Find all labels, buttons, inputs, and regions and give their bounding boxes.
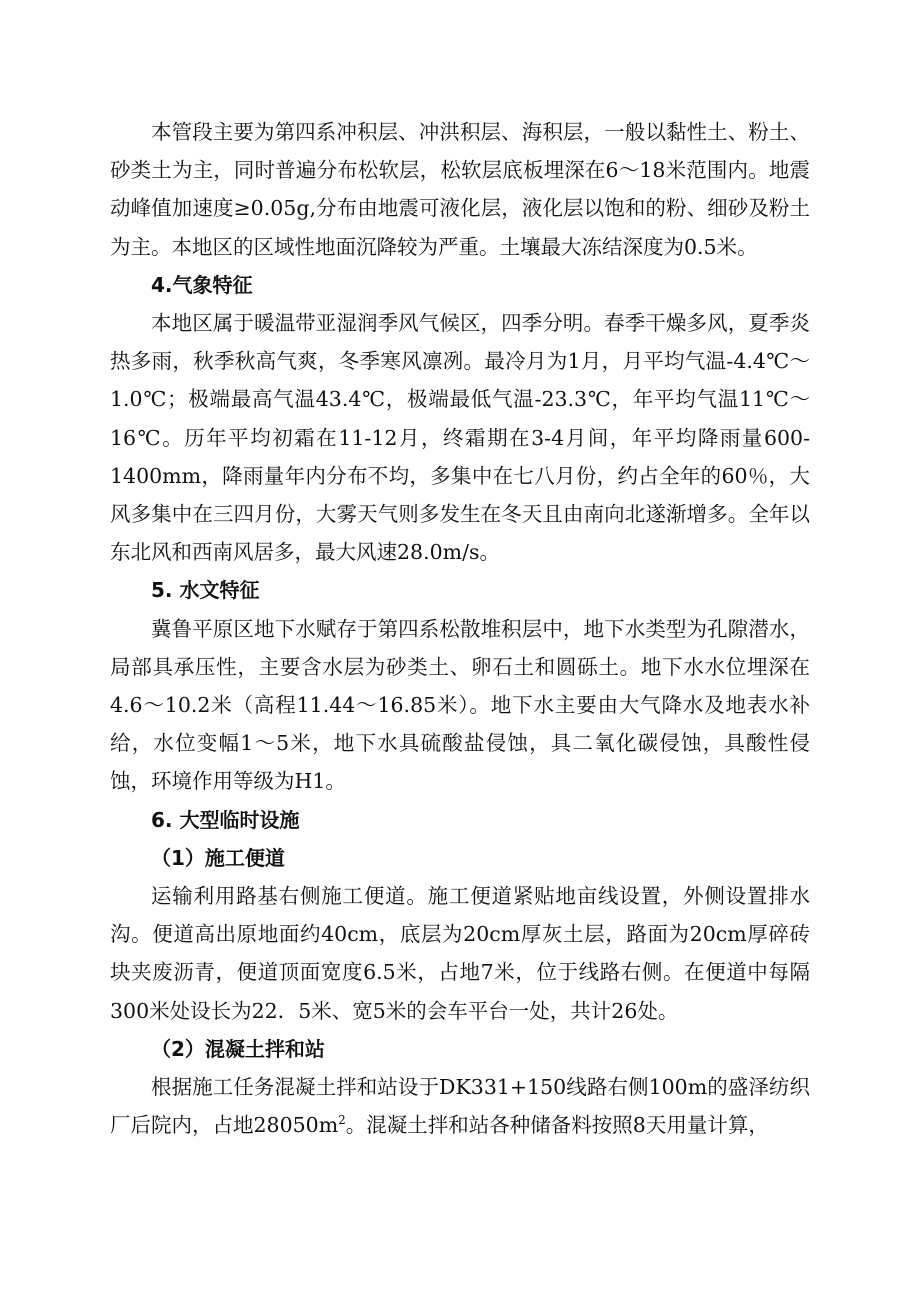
heading-climate: 4.气象特征	[151, 272, 253, 297]
document-body	[110, 113, 810, 1144]
subheading-mixing-station: （2）混凝土拌和站	[151, 1036, 325, 1061]
area-unit-superscript: 2	[338, 1113, 346, 1128]
paragraph-hydrology: 冀鲁平原区地下水赋存于第四系松散堆积层中，地下水类型为孔隙潜水，局部具承压性，主要含水层为砂类土、卵石土和圆砾土。地下水水位埋深在4.6～10.2米（高程11.44～16.85米）。地下水主要由大气降水及地表水补给，水位变幅1～5米，地下水具硫酸盐侵蚀，具二氧化碳侵蚀，具酸性侵蚀，环境作用等级为H1。	[110, 616, 810, 794]
paragraph-climate: 本地区属于暖温带亚湿润季风气候区，四季分明。春季干燥多风，夏季炎热多雨，秋季秋高气爽，冬季寒风凛冽。最冷月为1月，月平均气温-4.4℃～1.0℃；极端最高气温43.4℃，极端最低气温-23.3℃，年平均气温11℃～16℃。历年平均初霜在11-12月，终霜期在3-4月间，年平均降雨量600-1400mm，降雨量年内分布不均，多集中在七八月份，约占全年的60％，大风多集中在三四月份，大雾天气则多发生在冬天且由南向北遂渐增多。全年以东北风和西南风居多，最大风速28.0m/s。	[110, 311, 810, 565]
heading-facilities: 6. 大型临时设施	[151, 807, 300, 832]
paragraph-geology: 本管段主要为第四系冲积层、冲洪积层、海积层，一般以黏性土、粉土、砂类土为主，同时普遍分布松软层，松软层底板埋深在6～18米范围内。地震动峰值加速度≥0.05g,分布由地震可液化层，液化层以饱和的粉、细砂及粉土为主。本地区的区域性地面沉降较为严重。土壤最大冻结深度为0.5米。	[110, 120, 810, 259]
paragraph-road: 运输利用路基右侧施工便道。施工便道紧贴地亩线设置，外侧设置排水沟。便道高出原地面约40cm，底层为20cm厚灰土层，路面为20cm厚碎砖块夹废沥青，便道顶面宽度6.5米，占地7米，位于线路右侧。在便道中每隔300米处设长为22．5米、宽5米的会车平台一处，共计26处。	[110, 884, 810, 1023]
paragraph-mixing-station	[110, 1068, 810, 1144]
subheading-road: （1）施工便道	[151, 845, 285, 870]
heading-hydrology: 5. 水文特征	[151, 578, 260, 603]
mixing-station-tail: 。混凝土拌和站各种储备料按照8天用量计算，	[345, 1113, 769, 1138]
mixing-station-text: 根据施工任务混凝土拌和站设于DK331+150线路右侧100m的盛泽纺织厂后院内，占地28050m	[110, 1075, 810, 1138]
